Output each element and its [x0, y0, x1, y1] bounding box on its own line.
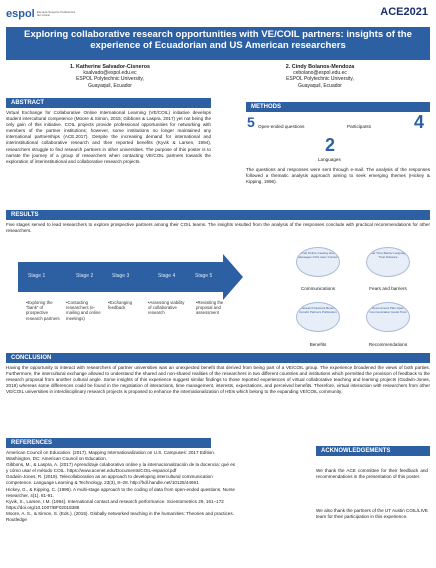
stage-item-5: •Revisiting the proposal and assessment — [196, 300, 224, 316]
methods-heading: METHODS — [246, 102, 430, 112]
stage-label-5: Stage 5 — [195, 273, 213, 279]
stages-arrow-head — [223, 254, 243, 300]
results-heading: RESULTS — [6, 210, 430, 220]
languages-label: Languages — [318, 157, 341, 162]
author-2-city: Guayaquil, Ecuador — [298, 82, 342, 89]
results-text: Five stages served to lead researchers to explore prospective partners among their COIL teams. The insights resulted from the analysis of the responses conclude with practical recommendations for other researchers. — [6, 222, 430, 234]
acknowledgements-heading: ACKNOWLEDGEMENTS — [316, 446, 430, 456]
fears-word-cloud: Fear Time Barrier Language Trust Distance — [366, 247, 410, 277]
author-2-email: cebolano@espol.edu.ec — [293, 70, 347, 77]
acknowledgements-p2: We also thank the partners of the UT Austin COIL/LIVE team for their participation in this experience. — [316, 508, 428, 520]
espol-logo — [6, 8, 77, 20]
author-2-name: 2. Cindy Bolanos-Mendoza — [285, 64, 355, 70]
methods-text: The questions and responses were sent through e-mail. The analysis of the responses followed a thematic analysis approach aiming to seek emerging themes (Hickey & Kipping, 1996). — [246, 167, 430, 185]
stage-item-2: •Contacting researchers (e-mailing and online meetings) — [66, 300, 101, 321]
acknowledgements-p1: We thank the ACE committee for their feedback and recommendations in the presentation of this poster. — [316, 468, 428, 480]
stage-item-1: •Exploring the "bank" of prospective research partners — [26, 300, 60, 321]
recommendations-word-cloud: Recommend Plan Open Communication Goals Trust — [366, 302, 410, 332]
conference-logo: ACE2021 — [380, 6, 428, 18]
reference-item: Moore, A. S., & Simon, S. (Eds.). (2015). Globally networked teaching in the humanities: Theories and practices. Routledge — [6, 510, 234, 523]
author-1-name: 1. Katherine Salvador-Cisneros — [70, 64, 150, 70]
logo-subtitle: Escuela Superior Politécnica del Litoral — [36, 9, 75, 18]
languages-count: 2 — [325, 135, 336, 155]
reference-item: Godwin-Jones, R. (2019). Telecollaboration as an approach to developing intercultural communication competence. Language Learning & Technology, 23(3), 8–28. http://hdl.handle.net/10125/44691 — [6, 474, 213, 486]
abstract-heading: ABSTRACT — [6, 98, 211, 108]
references-heading: REFERENCES — [6, 438, 211, 448]
stage-label-4: Stage 4 — [158, 273, 176, 279]
references-list — [6, 450, 238, 523]
stage-label-3: Stage 3 — [112, 273, 130, 279]
benefits-word-cloud: Research Network Benefit Growth Partners Publication — [296, 302, 340, 332]
author-2-org: ESPOL Polytechnic University, — [286, 76, 354, 83]
abstract-text: Virtual Exchange for Collaborative Online International Learning (VE/COIL) initiative develops student intercultural competence (Moore & Simon, 2015; Gibbons & Laspra, 2017) yet not being the only gain of this initiative. COIL projects provide professional opportunities for networking with members of the partner institutions; however, some institutions no longer maintained any international partnerships (ACE,2017). Despite the increasing demand for international and interinstitutional collaborative research and their reported benefits (Kyvik & Larsen, 1994), researchers struggle to find research partners in other universities. The purpose of this poster is to narrate the journey of a group of researchers when contacting VE/COIL partners towards the exploration of interinstitutional and collaborative research projects. — [6, 110, 211, 164]
author-2 — [240, 64, 400, 89]
reference-item: Hickey, G., & Kipping, C. (1996). A multi-stage approach to the coding of data from open-ended questions. Nurse researcher, 4(1), 81-91. — [6, 486, 235, 498]
communications-word-cloud: Email Online meeting Zoom Messages COIL team Contact — [296, 247, 340, 277]
reference-item: Kyvik, S., Larsen, I.M. (1994). International contact and research performance. Scientometrics 29, 161–172 https://doi.org/10.1007/BF02018388 — [6, 498, 224, 510]
stage-item-3: •Exchanging feedback — [108, 300, 132, 311]
stage-label-2: Stage 2 — [76, 273, 94, 279]
author-1-city: Guayaquil, Ecuador — [88, 82, 132, 89]
benefits-caption: Benefits — [309, 342, 327, 347]
questions-count: 5 — [247, 114, 255, 130]
participants-count: 4 — [414, 112, 425, 132]
author-1-email: ksalvado@espol.edu.ec — [83, 70, 137, 77]
stage-label-1: Stage 1 — [28, 273, 46, 279]
communications-caption: Communications — [300, 286, 336, 291]
stage-item-4: •Assessing viability of collaborative research — [148, 300, 185, 316]
conclusion-heading: CONCLUSION — [6, 353, 430, 363]
fears-caption: Fears and barriers — [369, 286, 407, 291]
author-1-org: ESPOL Polytechnic University, — [76, 76, 144, 83]
recommendations-caption: Recommendations — [368, 342, 408, 347]
conclusion-text: Having the opportunity to interact with researchers of partner universities was an unexpected benefit that derived from being part of a VE/COIL group. The experience broadened the views of both parties. Furthermore, the intercultural exchange allowed to understand the shared and non-shared realities of the researchers in two different countries and institutions which permitted the provision of feedback to the research proposal from another cultural angle. Some insights of this experience suggest similar findings to those reported experiences of virtual collaborative teaching and learning projects (Godwin-Jones, 2019) whereas some differences could be found in the negotiation of interactions, time management, interests, expectations, and perceived benefits. Therefore, virtual interaction with researchers from other VE/COIL universities in interdisciplinary research projects is proposed to enhance the internationalization of HEIs which belong to the expanding VE/COIL community. — [6, 365, 430, 395]
participants-label: Participants — [347, 124, 372, 129]
author-1 — [30, 64, 190, 89]
poster-title: Exploring collaborative research opportunities with VE/COIL partners: insights of the experience of Ecuadorian and US American researchers — [6, 27, 430, 60]
reference-item: American Council on Education. (2017). Mapping Internationalization on U.S. Campuses: 2017 Edition. Washington, DC: American Council on Education. — [6, 450, 216, 462]
logo-text: espol — [6, 8, 35, 20]
questions-label: Open-ended questions — [258, 124, 305, 129]
reference-item: Gibbons, M., & Laspra, A. (2017) Aprendizaje colaborativo online y la internacionalización de la docencia: qué es y cómo usar el método COIL. https://www.acenet.edu/Documents/COIL-espanol.pdf — [6, 462, 236, 474]
